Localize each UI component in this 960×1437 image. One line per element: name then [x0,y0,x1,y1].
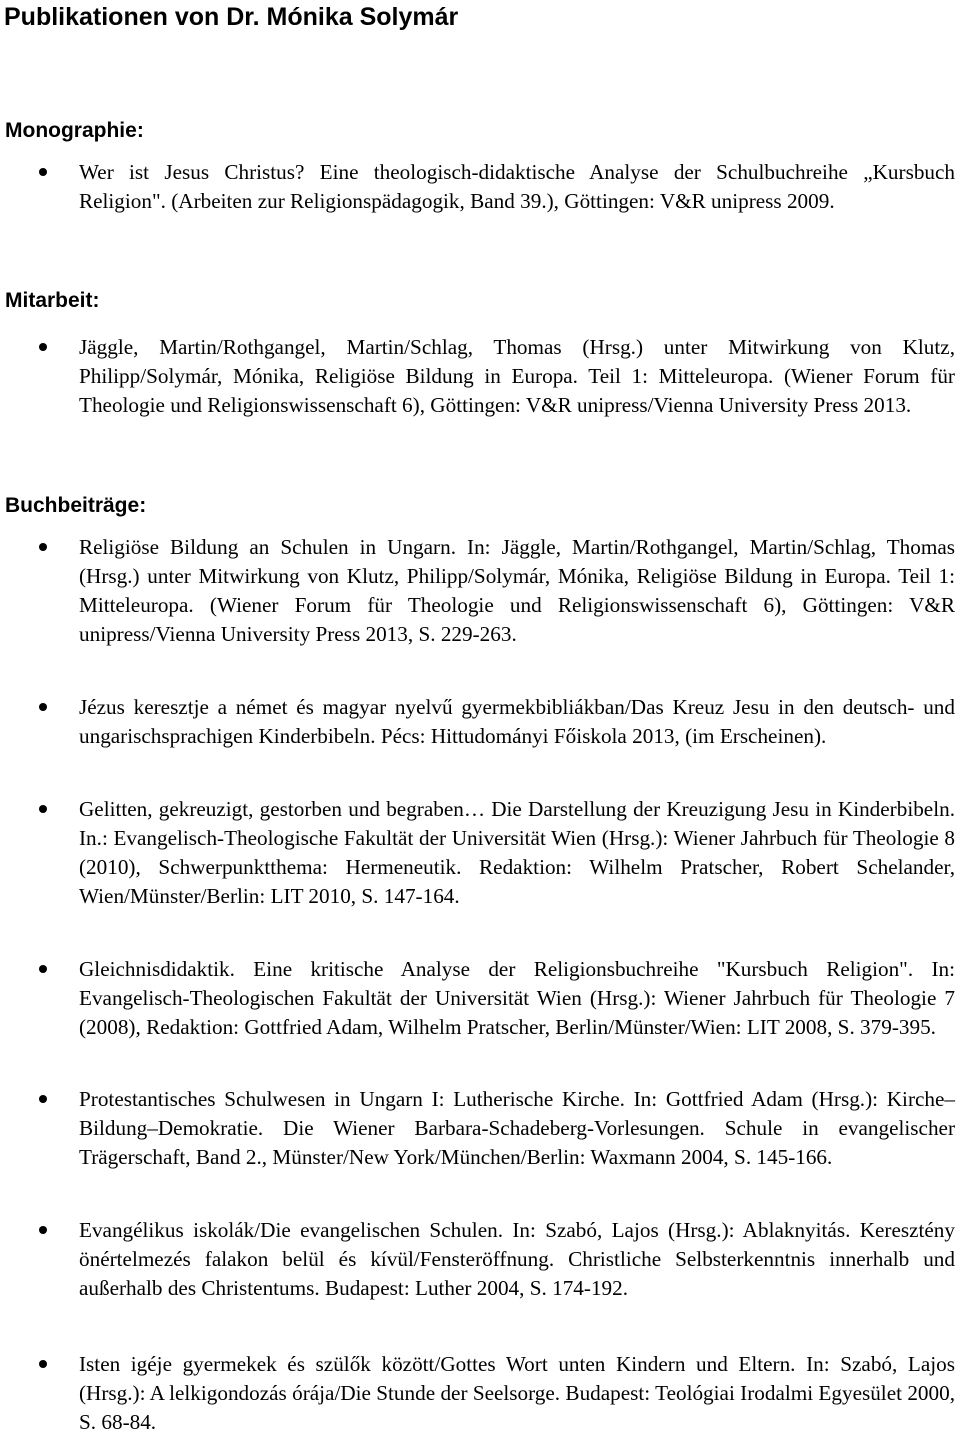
bullet-icon [39,168,47,176]
section-heading-buchbeitraege: Buchbeiträge: [5,494,147,517]
publication-entry: Isten igéje gyermekek és szülők között/Gottes Wort unten Kindern und Eltern. In: Szabó, Lajos (Hrsg.): A lelkigondozás órája/Die Stunde der Seelsorge. Budapest: Teológiai Irodalmi Egyesület 2000, S. 68-84. [79,1352,955,1434]
publication-entry: Religiöse Bildung an Schulen in Ungarn. In: Jäggle, Martin/Rothgangel, Martin/Schlag, Thomas (Hrsg.) unter Mitwirkung von Klutz, Philipp/Solymár, Mónika, Religiöse Bildung in Europa. Teil 1: Mitteleuropa. (Wiener Forum für Theologie und Religionswissenschaft 6), Göttingen: V&R unipress/Vienna University Press 2013, S. 229-263. [79,535,955,646]
page-title: Publikationen von Dr. Mónika Solymár [4,3,459,31]
publication-entry: Gelitten, gekreuzigt, gestorben und begraben… Die Darstellung der Kreuzigung Jesu in Kinderbibeln. In.: Evangelisch-Theologische Fakultät der Universität Wien (Hrsg.): Wiener Jahrbuch für Theologie 8 (2010), Schwerpunktthema: Hermeneutik. Redaktion: Wilhelm Pratscher, Robert Schelander, Wien/Münster/Berlin: LIT 2010, S. 147-164. [79,797,955,908]
publication-entry: Jézus keresztje a német és magyar nyelvű gyermekbibliákban/Das Kreuz Jesu in den deutsch- und ungarischsprachigen Kinderbibeln. Pécs: Hittudományi Főiskola 2013, (im Erscheinen). [79,695,955,748]
publication-entry: Evangélikus iskolák/Die evangelischen Schulen. In: Szabó, Lajos (Hrsg.): Ablaknyitás. Keresztény önértelmezés falakon belül és kívül/Fensteröffnung. Christliche Selbsterkenntnis innerhalb und außerhalb des Christentums. Budapest: Luther 2004, S. 174-192. [79,1218,955,1300]
publication-entry: Gleichnisdidaktik. Eine kritische Analyse der Religionsbuchreihe "Kursbuch Religion". In: Evangelisch-Theologischen Fakultät der Universität Wien (Hrsg.): Wiener Jahrbuch für Theologie 7 (2008), Redaktion: Gottfried Adam, Wilhelm Pratscher, Berlin/Münster/Wien: LIT 2008, S. 379-395. [79,957,955,1039]
bullet-icon [39,543,47,551]
bullet-icon [39,343,47,351]
bullet-icon [39,1226,47,1234]
bullet-icon [39,1095,47,1103]
publication-entry: Protestantisches Schulwesen in Ungarn I: Lutherische Kirche. In: Gottfried Adam (Hrsg.): Kirche–Bildung–Demokratie. Die Wiener Barbara-Schadeberg-Vorlesungen. Schule in evangelischer Trägerschaft, Band 2., Münster/New York/München/Berlin: Waxmann 2004, S. 145-166. [79,1087,955,1169]
bullet-icon [39,703,47,711]
bullet-icon [39,965,47,973]
publication-entry: Wer ist Jesus Christus? Eine theologisch-didaktische Analyse der Schulbuchreihe „Kursbuch Religion". (Arbeiten zur Religionspädagogik, Band 39.), Göttingen: V&R unipress 2009. [79,160,955,213]
section-heading-mitarbeit: Mitarbeit: [5,289,100,312]
publication-entry: Jäggle, Martin/Rothgangel, Martin/Schlag, Thomas (Hrsg.) unter Mitwirkung von Klutz, Philipp/Solymár, Mónika, Religiöse Bildung in Europa. Teil 1: Mitteleuropa. (Wiener Forum für Theologie und Religionswissenschaft 6), Göttingen: V&R unipress/Vienna University Press 2013. [79,335,955,417]
bullet-icon [39,1360,47,1368]
section-heading-monographie: Monographie: [5,119,144,142]
bullet-icon [39,805,47,813]
